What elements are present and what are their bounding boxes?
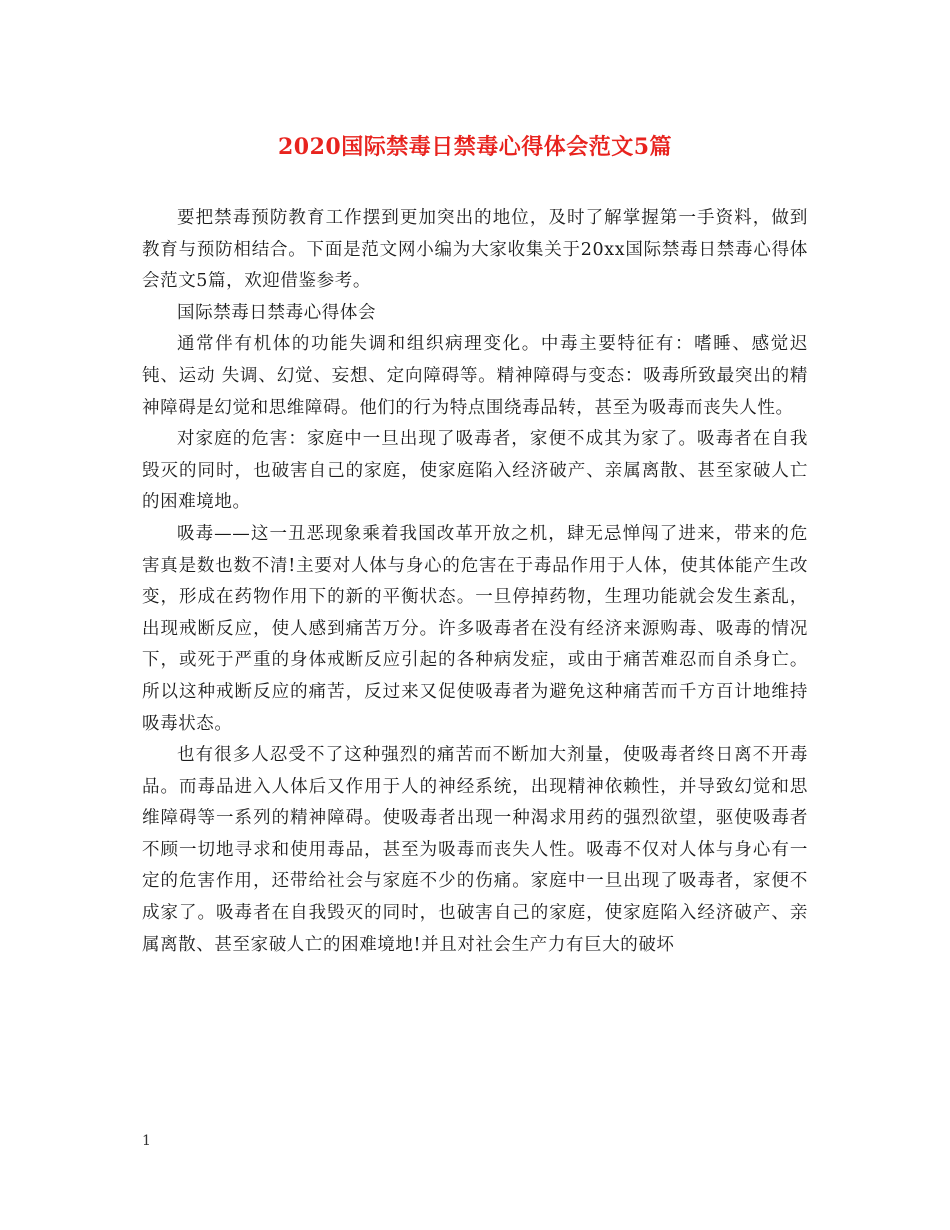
body-paragraph: 吸毒——这一丑恶现象乘着我国改革开放之机，肆无忌惮闯了进来，带来的危害真是数也数不清!主要对人体与身心的危害在于毒品作用于人体，使其体能产生改变，形成在药物作用下的新的平衡状态。一旦停掉药物，生理功能就会发生紊乱，出现戒断反应，使人感到痛苦万分。许多吸毒者在没有经济来源购毒、吸毒的情况下，或死于严重的身体戒断反应引起的各种病发症，或由于痛苦难忍而自杀身亡。所以这种戒断反应的痛苦，反过来又促使吸毒者为避免这种痛苦而千方百计地维持吸毒状态。: [142, 523, 808, 734]
intro-paragraph: 要把禁毒预防教育工作摆到更加突出的地位，及时了解掌握第一手资料，做到教育与预防相结合。下面是范文网小编为大家收集关于20xx国际禁毒日禁毒心得体会范文5篇，欢迎借鉴参考。: [142, 208, 808, 292]
section-heading: 国际禁毒日禁毒心得体会: [177, 302, 377, 323]
document-title: 2020国际禁毒日禁毒心得体会范文5篇: [277, 134, 673, 160]
body-paragraph: 对家庭的危害：家庭中一旦出现了吸毒者，家便不成其为家了。吸毒者在自我毁灭的同时，也破害自己的家庭，使家庭陷入经济破产、亲属离散、甚至家破人亡的困难境地。: [142, 429, 808, 513]
body-paragraph: 通常伴有机体的功能失调和组织病理变化。中毒主要特征有：嗜睡、感觉迟钝、运动 失调、幻觉、妄想、定向障碍等。精神障碍与变态：吸毒所致最突出的精神障碍是幻觉和思维障碍。他们的行为特点围绕毒品转，甚至为吸毒而丧失人性。: [142, 334, 808, 418]
body-paragraph: 也有很多人忍受不了这种强烈的痛苦而不断加大剂量，使吸毒者终日离不开毒品。而毒品进入人体后又作用于人的神经系统，出现精神依赖性，并导致幻觉和思维障碍等一系列的精神障碍。使吸毒者出现一种渴求用药的强烈欲望，驱使吸毒者不顾一切地寻求和使用毒品，甚至为吸毒而丧失人性。吸毒不仅对人体与身心有一定的危害作用，还带给社会与家庭不少的伤痛。家庭中一旦出现了吸毒者，家便不成家了。吸毒者在自我毁灭的同时，也破害自己的家庭，使家庭陷入经济破产、亲属离散、甚至家破人亡的困难境地!并且对社会生产力有巨大的破坏: [142, 745, 808, 955]
page-number: 1: [142, 1133, 151, 1149]
document-body: [142, 203, 808, 961]
